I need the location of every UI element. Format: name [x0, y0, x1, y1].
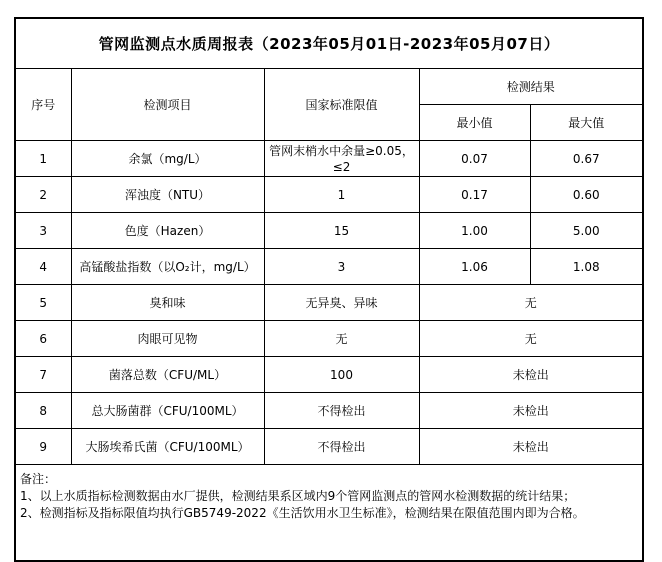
row-result-merged: 无 — [419, 285, 643, 321]
row-min-value: 1.00 — [419, 213, 530, 249]
row-limit: 不得检出 — [264, 393, 419, 429]
col-header-result: 检测结果 — [419, 69, 643, 105]
row-no: 7 — [15, 357, 71, 393]
row-no: 2 — [15, 177, 71, 213]
row-limit: 无异臭、异味 — [264, 285, 419, 321]
table-row-9 — [15, 429, 643, 465]
notes-label: 备注： — [20, 472, 57, 486]
table-row-2 — [15, 177, 643, 213]
table-row-8 — [15, 393, 643, 429]
row-item: 臭和味 — [71, 285, 264, 321]
row-max-value: 0.60 — [530, 177, 643, 213]
row-max-value: 1.08 — [530, 249, 643, 285]
row-max-value: 5.00 — [530, 213, 643, 249]
note-line-2: 2、检测指标及指标限值均执行GB5749-2022《生活饮用水卫生标准》，检测结果在限值范围内即为合格。 — [20, 506, 585, 520]
col-header-no: 序号 — [15, 69, 71, 141]
header-row-1 — [15, 69, 643, 105]
table-row-5 — [15, 285, 643, 321]
row-min-value: 0.07 — [419, 141, 530, 177]
row-item: 浑浊度（NTU） — [71, 177, 264, 213]
row-min-value: 0.17 — [419, 177, 530, 213]
row-item: 余氯（mg/L） — [71, 141, 264, 177]
note-line-1: 1、以上水质指标检测数据由水厂提供，检测结果系区域内9个管网监测点的管网水检测数据的统计结果； — [20, 489, 576, 503]
table-row-7 — [15, 357, 643, 393]
page-title: 管网监测点水质周报表（2023年05月01日-2023年05月07日） — [15, 18, 643, 69]
row-item: 菌落总数（CFU/ML） — [71, 357, 264, 393]
row-limit: 管网末梢水中余量≥0.05，≤2 — [264, 141, 419, 177]
row-no: 8 — [15, 393, 71, 429]
row-no: 5 — [15, 285, 71, 321]
table-row-6 — [15, 321, 643, 357]
col-header-min: 最小值 — [419, 105, 530, 141]
row-limit: 15 — [264, 213, 419, 249]
row-no: 9 — [15, 429, 71, 465]
row-limit: 1 — [264, 177, 419, 213]
notes-row — [15, 465, 643, 562]
row-item: 大肠埃希氏菌（CFU/100ML） — [71, 429, 264, 465]
row-limit: 3 — [264, 249, 419, 285]
row-result-merged: 未检出 — [419, 429, 643, 465]
table-row-1 — [15, 141, 643, 177]
row-min-value: 1.06 — [419, 249, 530, 285]
col-header-item: 检测项目 — [71, 69, 264, 141]
notes-cell — [15, 465, 643, 562]
row-item: 高锰酸盐指数（以O₂计，mg/L） — [71, 249, 264, 285]
row-result-merged: 无 — [419, 321, 643, 357]
row-item: 色度（Hazen） — [71, 213, 264, 249]
row-no: 3 — [15, 213, 71, 249]
table-row-4 — [15, 249, 643, 285]
title-row — [15, 18, 643, 69]
row-result-merged: 未检出 — [419, 393, 643, 429]
row-result-merged: 未检出 — [419, 357, 643, 393]
water-quality-report-table — [14, 17, 644, 562]
col-header-max: 最大值 — [530, 105, 643, 141]
col-header-limit: 国家标准限值 — [264, 69, 419, 141]
row-no: 1 — [15, 141, 71, 177]
row-limit: 不得检出 — [264, 429, 419, 465]
row-max-value: 0.67 — [530, 141, 643, 177]
row-item: 总大肠菌群（CFU/100ML） — [71, 393, 264, 429]
row-no: 6 — [15, 321, 71, 357]
row-no: 4 — [15, 249, 71, 285]
row-item: 肉眼可见物 — [71, 321, 264, 357]
table-row-3 — [15, 213, 643, 249]
row-limit: 100 — [264, 357, 419, 393]
row-limit: 无 — [264, 321, 419, 357]
